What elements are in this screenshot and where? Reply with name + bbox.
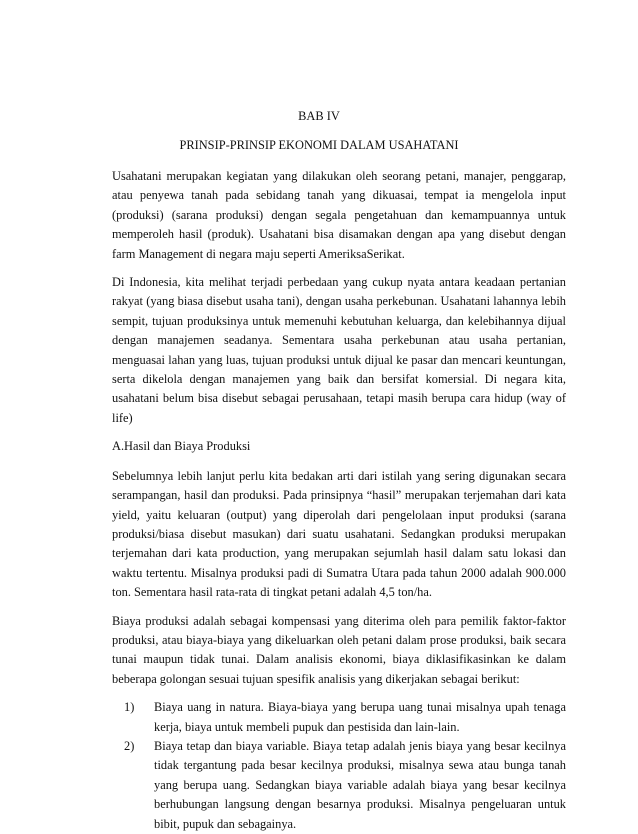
document-body xyxy=(112,167,566,834)
list-item-text: Biaya uang in natura. Biaya-biaya yang berupa uang tunai misalnya upah tenaga kerja, biaya untuk membeli pupuk dan pestisida dan lain-lain. xyxy=(154,700,566,734)
list-item-number: 2) xyxy=(124,738,135,753)
paragraph-intro: Usahatani merupakan kegiatan yang dilakukan oleh seorang petani, manajer, penggarap, atau penyewa tanah pada sebidang tanah yang dikuasai, tempat ia mengelola input (produksi) (sarana produksi) dengan segala pengetahuan dan kemampuannya untuk memperoleh hasil (produk). Usahatani bisa disamakan dengan apa yang disebut dengan farm Management di negara maju seperti AmeriksaSerikat. xyxy=(112,169,566,261)
cost-list xyxy=(112,698,566,834)
section-heading: A.Hasil dan Biaya Produksi xyxy=(112,439,251,454)
paragraph-hasil-produksi: Sebelumnya lebih lanjut perlu kita bedakan arti dari istilah yang sering digunakan secara serampangan, hasil dan produksi. Pada prinsipnya “hasil” merupakan terjemahan dari kata yield, yaitu keluaran (output) yang diperolah dari pengelolaan input produksi (sarana produksi/biasa disebut masukan) dari suatu usahatani. Sedangkan produksi merupakan terjemahan dari kata production, yang merupakan sejumlah hasil dalam satu lokasi dan waktu tertentu. Misalnya produksi padi di Sumatra Utara pada tahun 2000 adalah 900.000 ton. Sementara hasil rata-rata di tingkat petani adalah 4,5 ton/ha. xyxy=(112,468,566,600)
chapter-title: PRINSIP-PRINSIP EKONOMI DALAM USAHATANI xyxy=(179,138,459,152)
list-item-number: 1) xyxy=(124,700,135,715)
list-item xyxy=(124,737,566,834)
paragraph-indonesia: Di Indonesia, kita melihat terjadi perbedaan yang cukup nyata antara keadaan pertanian rakyat (yang biasa disebut usaha tani), dengan usaha perkebunan. Usahatani lahannya lebih sempit, tujuan produksinya untuk memenuhi kebutuhan keluarga, dan kelebihannya dijual dengan manajemen seadanya. Sementara usaha perkebunan atau usaha pertanian, menguasai lahan yang luas, tujuan produksi untuk dijual ke pasar dan mencari keuntungan, serta dikelola dengan manajemen yang baik dan bersifat komersial. Di negara kita, usahatani belum bisa disebut sebagai perusahaan, tetapi masih berupa cara hidup (way of life) xyxy=(112,275,566,425)
paragraph-biaya-produksi: Biaya produksi adalah sebagai kompensasi yang diterima oleh para pemilik faktor-faktor produksi, atau biaya-biaya yang dikeluarkan oleh petani dalam prose produksi, baik secara tunai maupun tidak tunai. Dalam analisis ekonomi, biaya diklasifikasinkan ke dalam beberapa golongan sesuai tujuan spesifik analisis yang dikerjakan sebagai berikut: xyxy=(112,613,566,686)
list-item xyxy=(124,698,566,737)
list-item-text: Biaya tetap dan biaya variable. Biaya tetap adalah jenis biaya yang besar kecilnya tidak tergantung pada besar kecilnya produksi, misalnya sewa atau bunga tanah yang berupa uang. Sedangkan biaya variable adalah biaya yang besar kecilnya berhubungan langsung dengan besarnya produksi. Misalnya pengeluaran untuk bibit, pupuk dan sebagainya. xyxy=(154,738,566,831)
chapter-label: BAB IV xyxy=(298,109,340,123)
